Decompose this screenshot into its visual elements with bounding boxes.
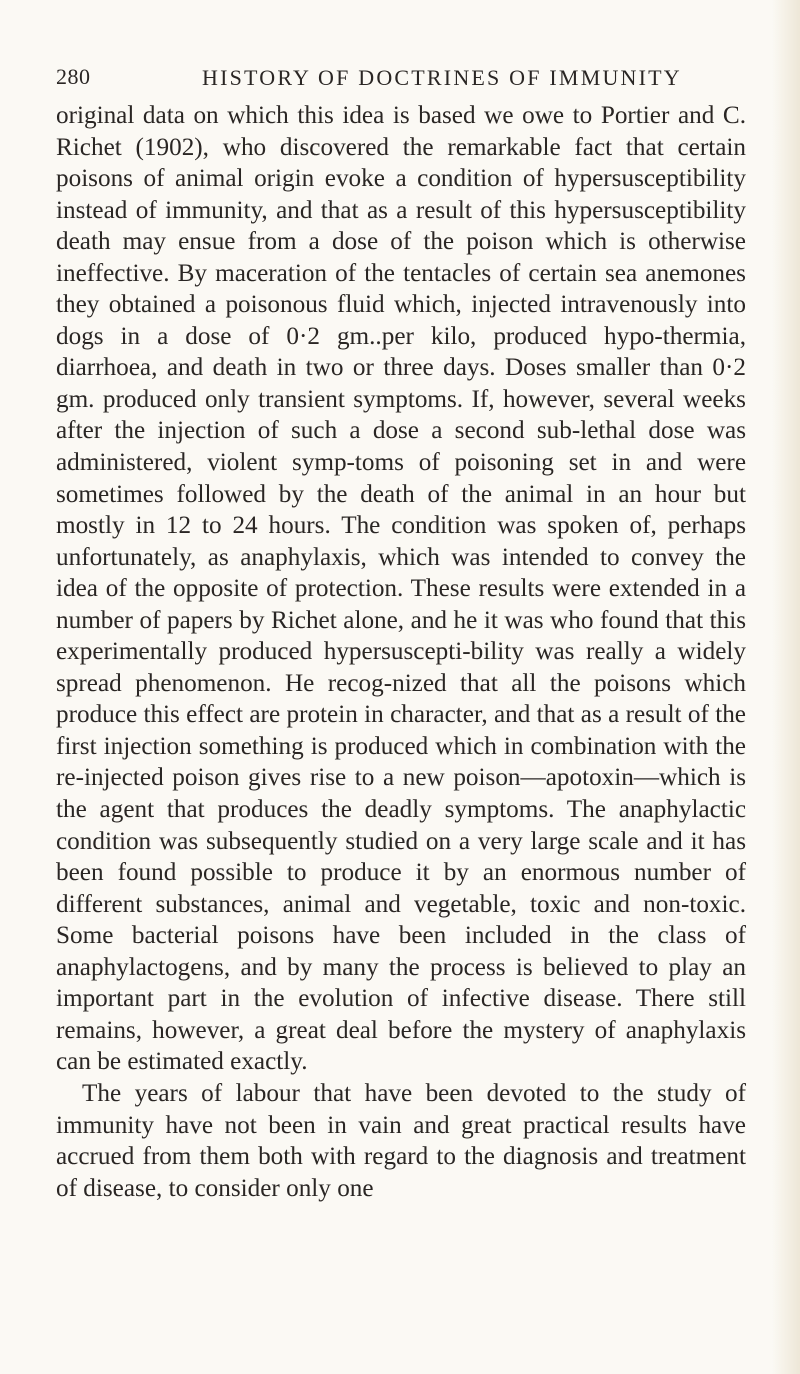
page-edge-shadow [772,0,800,1374]
page-number: 280 [56,64,91,89]
running-head-title: HISTORY OF DOCTRINES OF IMMUNITY [202,65,682,90]
paragraph-immunity-results: The years of labour that have been devoted to the study of immunity have not been in vain and great practical results have accrued from them both with regard to the diagnosis and treatment of disease, to consider only one [56,1079,746,1202]
paragraph-anaphylaxis: original data on which this idea is based we owe to Portier and C. Richet (1902), who discovered the remarkable fact that certain poisons of animal origin evoke a condition of hypersusceptibility instead of immunity, and that as a result of this hypersusceptibility death may ensue from a dose of the poison which is otherwise ineffective. By maceration of the tentacles of certain sea anemones they obtained a poisonous fluid which, injected intravenously into dogs in a dose of 0·2 gm..per kilo, produced hypo-thermia, diarrhoea, and death in two or three days. Doses smaller than 0·2 gm. produced only transient symptoms. If, however, several weeks after the injection of such a dose a second sub-lethal dose was administered, violent symp-toms of poisoning set in and were sometimes followed by the death of the animal in an hour but mostly in 12 to 24 hours. The condition was spoken of, perhaps unfortunately, as anaphylaxis, which was intended to convey the idea of the opposite of protection. These results were extended in a number of papers by Richet alone, and he it was who found that this experimentally produced hypersuscepti-bility was really a widely spread phenomenon. He recog-nized that all the poisons which produce this effect are protein in character, and that as a result of the first injection something is produced which in combination with the re-injected poison gives rise to a new poison—apotoxin—which is the agent that produces the deadly symptoms. The anaphylactic condition was subsequently studied on a very large scale and it has been found possible to produce it by an enormous number of different substances, animal and vegetable, toxic and non-toxic. Some bacterial poisons have been included in the class of anaphylactogens, and by many the process is believed to play an important part in the evolution of infective disease. There still remains, however, a great deal before the mystery of anaphylaxis can be estimated exactly. [56,102,746,1076]
running-head [56,64,746,94]
body-text [56,100,746,1204]
